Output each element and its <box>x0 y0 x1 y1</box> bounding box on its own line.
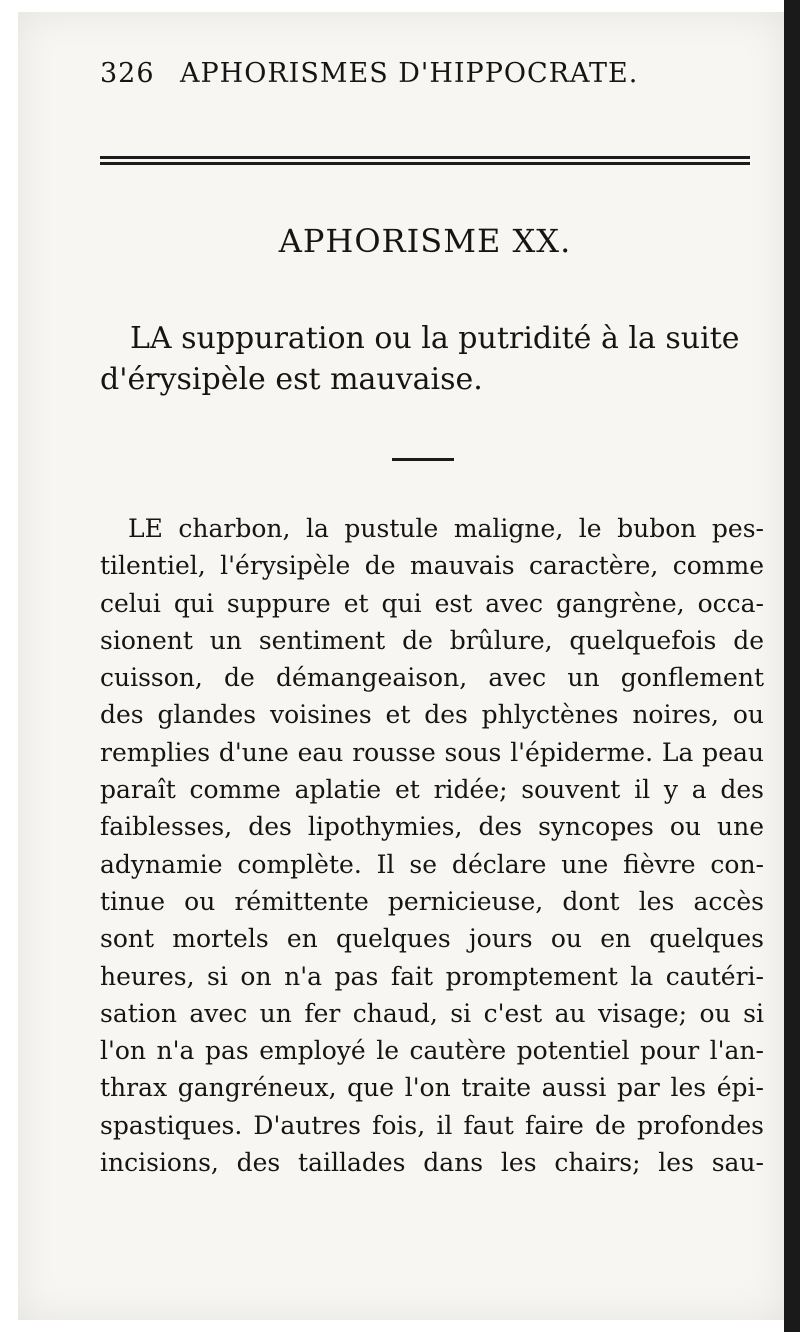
header-rule-top <box>100 156 750 159</box>
header-rule-bottom <box>100 162 750 165</box>
page-edge <box>784 0 800 1332</box>
commentary-line: sation avec un fer chaud, si c'est au visage; ou si <box>100 998 764 1028</box>
commentary-line: tinue ou rémittente pernicieuse, dont les accès <box>100 886 764 916</box>
commentary-line: paraît comme aplatie et ridée; souvent il y a des <box>100 775 764 805</box>
commentary-line: adynamie complète. Il se déclare une fièvre con- <box>100 849 764 879</box>
commentary-line: celui qui suppure et qui est avec gangrène, occa- <box>100 588 764 618</box>
aphorism-line: LA suppuration ou la putridité à la suite <box>130 321 740 356</box>
commentary-line: sionent un sentiment de brûlure, quelquefois de <box>100 625 764 655</box>
commentary-line: cuisson, de démangeaison, avec un gonflement <box>100 663 764 693</box>
commentary-line: LE charbon, la pustule maligne, le bubon pes- <box>128 514 764 543</box>
commentary-line: incisions, des taillades dans les chairs; les sau- <box>100 1148 764 1178</box>
running-head <box>100 58 680 89</box>
commentary-line: des glandes voisines et des phlyctènes noires, ou <box>100 700 764 730</box>
page-number: 326 <box>100 58 155 89</box>
aphorism-line: d'érysipèle est mauvaise. <box>100 362 483 397</box>
running-head-title: APHORISMES D'HIPPOCRATE. <box>180 58 639 89</box>
commentary-line: faiblesses, des lipothymies, des syncopes ou une <box>100 812 764 842</box>
commentary-line: heures, si on n'a pas fait promptement la cautéri- <box>100 961 764 991</box>
commentary <box>100 510 764 1181</box>
commentary-line: tilentiel, l'érysipèle de mauvais caractère, comme <box>100 551 764 581</box>
section-divider <box>392 458 454 461</box>
aphorism-heading: APHORISME XX. <box>278 222 572 260</box>
commentary-line: sont mortels en quelques jours ou en quelques <box>100 924 764 954</box>
aphorism-text <box>100 318 762 400</box>
commentary-line: remplies d'une eau rousse sous l'épiderme. La peau <box>100 737 764 767</box>
commentary-line: l'on n'a pas employé le cautère potentiel pour l'an- <box>100 1036 764 1066</box>
commentary-line: spastiques. D'autres fois, il faut faire de profondes <box>100 1110 764 1140</box>
commentary-line: thrax gangréneux, que l'on traite aussi par les épi- <box>100 1073 764 1103</box>
